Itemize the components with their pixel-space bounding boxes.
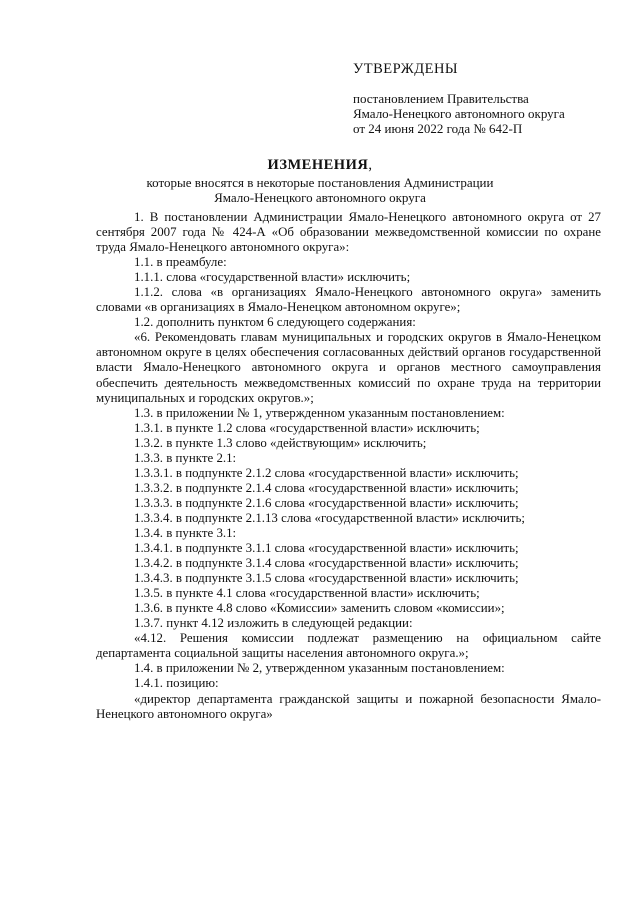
paragraph: 1.3.3.1. в подпункте 2.1.2 слова «государственной власти» исключить; <box>134 465 519 480</box>
paragraph: 1.3.4.1. в подпункте 3.1.1 слова «государственной власти» исключить; <box>134 541 519 556</box>
paragraph: 1.1.2. слова «в организациях Ямало-Ненецкого автономного округа» заменить словами «в организациях в Ямало-Ненецком автономном округе»; <box>96 285 601 315</box>
paragraph: 1.1. в преамбуле: <box>134 255 227 270</box>
approved-heading: УТВЕРЖДЕНЫ <box>353 61 459 77</box>
paragraph: 1.3.1. в пункте 1.2 слова «государственной власти» исключить; <box>134 420 480 435</box>
subtitle-line: Ямало-Ненецкого автономного округа <box>214 190 426 205</box>
paragraph: 1.3. в приложении № 1, утвержденном указанным постановлением: <box>134 405 505 420</box>
paragraph: 1.3.4. в пункте 3.1: <box>134 525 237 540</box>
paragraph: 1.4.1. позицию: <box>134 676 219 691</box>
paragraph: 1.3.4.3. в подпункте 3.1.5 слова «государственной власти» исключить; <box>134 571 519 586</box>
paragraph: 1.3.4.2. в подпункте 3.1.4 слова «государственной власти» исключить; <box>134 556 519 571</box>
paragraph: 1.1.1. слова «государственной власти» исключить; <box>134 270 411 285</box>
document-title <box>0 157 640 174</box>
document-body <box>96 210 601 722</box>
approval-line: Ямало-Ненецкого автономного округа <box>353 106 565 121</box>
paragraph: 1.3.3. в пункте 2.1: <box>134 450 237 465</box>
paragraph: 1.3.3.4. в подпункте 2.1.13 слова «государственной власти» исключить; <box>134 510 526 525</box>
paragraph: 1.3.6. в пункте 4.8 слово «Комиссии» заменить словом «комиссии»; <box>134 601 505 616</box>
paragraph: «директор департамента гражданской защиты и пожарной безопасности Ямало-Ненецкого автономного округа» <box>96 691 601 721</box>
paragraph: 1. В постановлении Администрации Ямало-Ненецкого автономного округа от 27 сентября 2007 года № 424-А «Об образовании межведомственной комиссии по охране труда Ямало-Ненецкого автономного округа»: <box>96 210 601 255</box>
document-subtitle <box>0 175 640 205</box>
paragraph: 1.3.3.3. в подпункте 2.1.6 слова «государственной власти» исключить; <box>134 495 519 510</box>
paragraph: 1.2. дополнить пунктом 6 следующего содержания: <box>134 315 416 330</box>
paragraph: «6. Рекомендовать главам муниципальных и городских округов в Ямало-Ненецком автономном округе в целях обеспечения согласованных действий органов государственной власти Ямало-Ненецкого автономного округа и органов местного самоуправления обеспечить деятельность межведомственных комиссий по охране труда на территории муниципальных и городских округов.»; <box>96 330 601 405</box>
paragraph: 1.3.2. в пункте 1.3 слово «действующим» исключить; <box>134 435 427 450</box>
title-text: ИЗМЕНЕНИЯ <box>267 157 369 173</box>
approval-line: от 24 июня 2022 года № 642-П <box>353 121 523 136</box>
paragraph: 1.3.3.2. в подпункте 2.1.4 слова «государственной власти» исключить; <box>134 480 519 495</box>
paragraph: 1.3.7. пункт 4.12 изложить в следующей редакции: <box>134 616 413 631</box>
subtitle-line: которые вносятся в некоторые постановления Администрации <box>146 175 494 190</box>
paragraph: 1.3.5. в пункте 4.1 слова «государственной власти» исключить; <box>134 586 480 601</box>
approval-block <box>353 91 623 136</box>
title-comma: , <box>368 157 373 173</box>
paragraph: 1.4. в приложении № 2, утвержденном указанным постановлением: <box>134 661 505 676</box>
approval-line: постановлением Правительства <box>353 91 529 106</box>
paragraph: «4.12. Решения комиссии подлежат размещению на официальном сайте департамента социальной защиты населения автономного округа.»; <box>96 631 601 661</box>
